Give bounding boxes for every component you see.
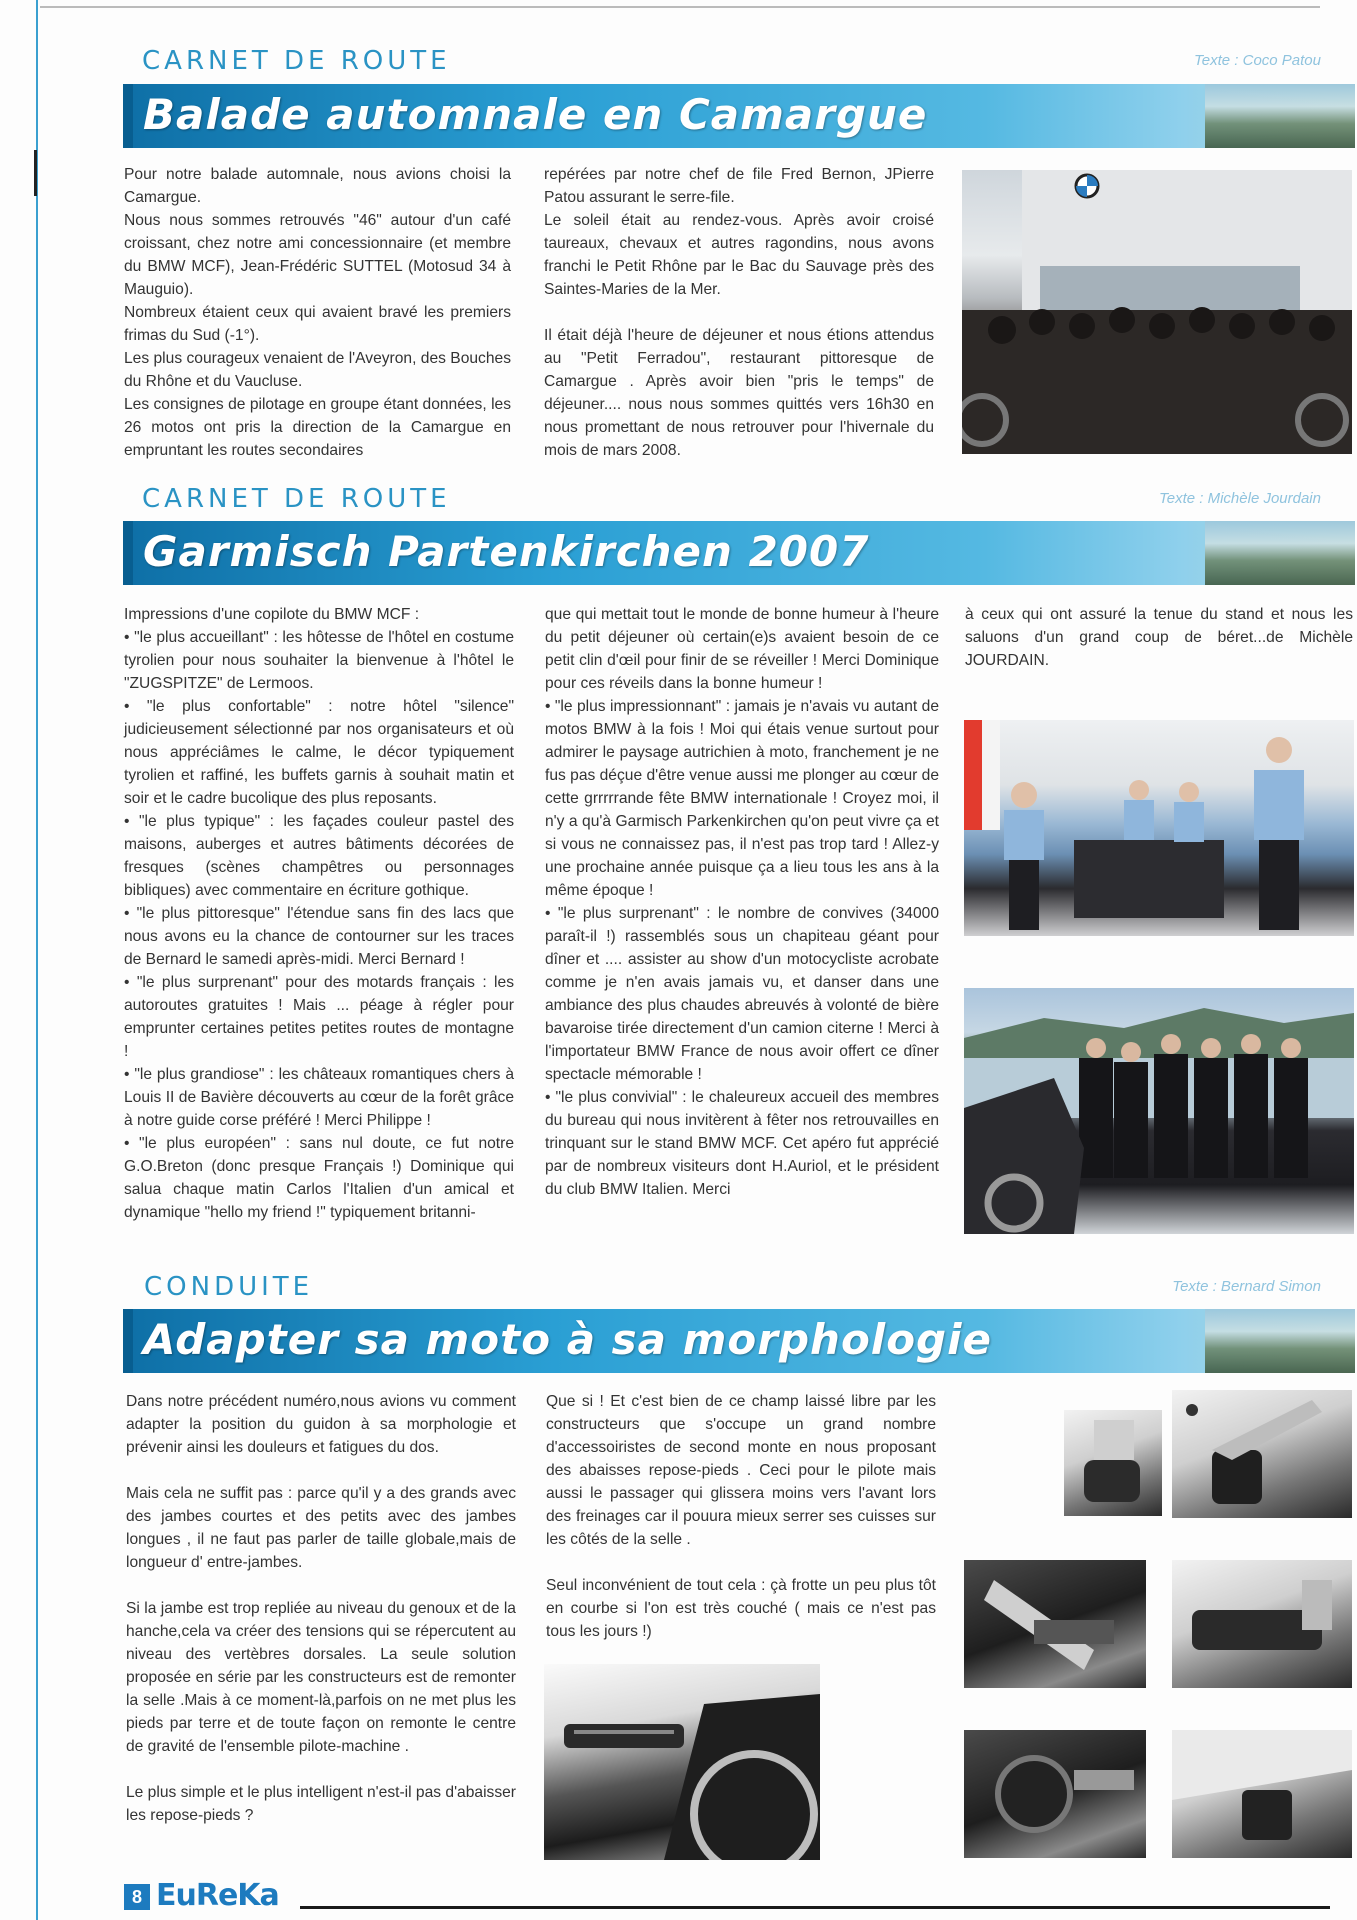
paragraph: Dans notre précédent numéro,nous avions vu comment adapter la position du guidon à sa morphologie et prévenir ainsi les douleurs et fatigues du dos. [126, 1393, 516, 1456]
banner-notch [123, 84, 133, 148]
bullet-item: • "le plus grandiose" : les châteaux romantiques chers à Louis II de Bavière découverts au cœur de la forêt grâce à notre guide corse préféré ! Merci Philippe ! [124, 1066, 514, 1129]
article1-banner [123, 84, 1355, 148]
article1-column-2 [544, 163, 934, 462]
paragraph: Si la jambe est trop repliée au niveau du genoux et de la hanche,cela va créer des tensions qui se répercutent au niveau des vertèbres dorsales. La seule solution proposée en série par les constructeurs est de remonter la selle .Mais à ce moment-là,parfois on ne met plus les pieds par terre et de toute façon on remonte le centre de gravité de l'ensemble pilote-machine . [126, 1600, 516, 1755]
photo-club-stand [964, 720, 1354, 936]
dealership-illustration [962, 170, 1352, 454]
page-edge-mark [34, 150, 37, 196]
stand-illustration [964, 720, 1354, 936]
bullet-item: • "le plus convivial" : le chaleureux accueil des membres du bureau qui nous invitèrent à fêter nos retrouvailles en trinquant sur le stand BMW MCF. Cet apéro fut apprécié par de nombreux visiteurs dont H.Auriol, et le président du club BMW Italien. Merci [545, 1089, 939, 1198]
article3-banner [123, 1309, 1355, 1373]
page-number: 8 [124, 1884, 150, 1910]
paragraph: Nombreux étaient ceux qui avaient bravé les premiers frimas du Sud (-1°). [124, 304, 511, 344]
paragraph: Le soleil était au rendez-vous. Après avoir croisé taureaux, chevaux et autres ragondins, nous avons franchi le Petit Rhône par le Bac du Sauvage près des Saintes-Maries de la Mer. [544, 212, 934, 298]
photo-lowering-kit-4 [1172, 1560, 1352, 1688]
bullet-item: • "le plus surprenant" : le nombre de convives (34000 paraît-il !) rassemblés sous un chapiteau géant pour dîner et .... assister au show d'un motocycliste acrobate comme je n'en avais jamais vu, et danser dans une ambiance des plus chaudes abreuvés à volonté de bière bavaroise tirée directement d'un camion citerne ! Merci à l'importateur BMW France de nous avoir offert ce dîner spectacle mémorable ! [545, 905, 939, 1083]
bullet-item: • "le plus confortable" : notre hôtel "silence" judicieusement sélectionné par nos organisateurs et où nous appréciâmes le calme, le décor typiquement tyrolien et raffiné, les buffets garnis à souhait matin et soir et le cadre bucolique des plus reposants. [124, 698, 514, 807]
photo-lowering-kit-1 [1064, 1410, 1162, 1516]
article2-title: Garmisch Partenkirchen 2007 [143, 527, 870, 576]
part-illustration [1172, 1730, 1352, 1858]
credit-coco-patou: Texte : Coco Patou [1193, 52, 1321, 69]
photo-lowering-kit-5 [964, 1730, 1146, 1858]
top-rule [40, 6, 1320, 8]
article2-column-2 [545, 603, 939, 1201]
credit-michele-jourdain: Texte : Michèle Jourdain [1158, 490, 1321, 507]
banner-notch [123, 521, 133, 585]
article2-column-3 [965, 603, 1353, 672]
photo-lowering-kit-3 [964, 1560, 1146, 1688]
article1-column-1 [124, 163, 511, 462]
paragraph: Les plus courageux venaient de l'Aveyron, des Bouches du Rhône et du Vaucluse. [124, 350, 511, 390]
photo-lowering-kit-2 [1172, 1390, 1352, 1518]
paragraph: Le plus simple et le plus intelligent n'est-il pas d'abaisser les repose-pieds ? [126, 1784, 516, 1824]
article3-title: Adapter sa moto à sa morphologie [143, 1315, 992, 1364]
paragraph: Impressions d'une copilote du BMW MCF : [124, 606, 420, 623]
paragraph: Il était déjà l'heure de déjeuner et nous étions attendus au "Petit Ferradou", restaurant pittoresque de Camargue . Après avoir bien "pris le temps" de déjeuner.... nous nous sommes quittés vers 16h30 en nous promettant de nous retrouver pour l'hivernale du mois de mars 2008. [544, 327, 934, 459]
credit-bernard-simon: Texte : Bernard Simon [1172, 1278, 1321, 1295]
tire-illustration [544, 1664, 820, 1860]
article3-column-2 [546, 1390, 936, 1643]
bullet-item: • "le plus typique" : les façades couleur pastel des maisons, auberges et autres bâtiments décorées de fresques (scènes champêtres ou personnages bibliques) avec commentaire en écriture gothique. [124, 813, 514, 899]
bullet-item: • "le plus impressionnant" : jamais je n'avais vu autant de motos BMW à la fois ! Moi qui étais venue surtout pour admirer le paysage autrichien à moto, franchement je ne fus pas déçue d'être venue aussi me plonger au cœur de cette grrrrrande fête BMW internationale ! Croyez moi, il n'y a qu'à Garmisch Parkenkirchen qu'on peut vivre ça et si vous ne connaissez pas, il n'est pas trop tard ! Allez-y une prochaine année puisque ça a lieu tous les ans à la même époque ! [545, 698, 939, 899]
paragraph: Les consignes de pilotage en groupe étant données, les 26 motos ont pris la direction de la Camargue en empruntant les routes secondaires [124, 396, 511, 459]
photo-group-at-dealership [962, 170, 1352, 454]
page-edge-rule [36, 0, 38, 1920]
part-illustration [964, 1730, 1146, 1858]
photo-group-by-lake [964, 988, 1354, 1234]
photo-footpeg-and-tire [544, 1664, 820, 1860]
section-label-conduite: CONDUITE [144, 1272, 314, 1302]
section-label-carnet-2: CARNET DE ROUTE [142, 484, 451, 514]
part-illustration [1172, 1390, 1352, 1518]
article3-column-1 [126, 1390, 516, 1827]
part-illustration [1172, 1560, 1352, 1688]
section-label-carnet-1: CARNET DE ROUTE [142, 46, 451, 76]
article2-column-1 [124, 603, 514, 1224]
article1-title: Balade automnale en Camargue [143, 90, 928, 139]
bullet-item: • "le plus surprenant" pour des motards français : les autoroutes gratuites ! Mais ... péage à régler pour emprunter certaines petites petites routes de montagne ! [124, 974, 514, 1060]
paragraph: repérées par notre chef de file Fred Bernon, JPierre Patou assurant le serre-file. [544, 166, 934, 206]
photo-lowering-kit-6 [1172, 1730, 1352, 1858]
paragraph: Que si ! Et c'est bien de ce champ laissé libre par les constructeurs que s'occupe un grand nombre d'accessoiristes de second monte en nous proposant des abaisses repose-pieds . Ceci pour le pilote mais aussi le passager qui glissera moins vers l'avant lors des freinages car il pouura mieux serrer ses cuisses sur les côtés de la selle . [546, 1393, 936, 1548]
paragraph: Nous nous sommes retrouvés "46" autour d'un café croissant, chez notre ami concessionnaire (et membre du BMW MCF), Jean-Frédéric SUTTEL (Motosud 34 à Mauguio). [124, 212, 511, 298]
article2-banner [123, 521, 1355, 585]
part-illustration [1064, 1410, 1162, 1516]
banner-notch [123, 1309, 133, 1373]
paragraph: Pour notre balade automnale, nous avions choisi la Camargue. [124, 166, 511, 206]
part-illustration [964, 1560, 1146, 1688]
paragraph: Mais cela ne suffit pas : parce qu'il y a des grands avec des jambes courtes et des petits avec des jambes longues , il ne faut pas parler de taille globale,mais de longueur d' entre-jambes. [126, 1485, 516, 1571]
bullet-item: • "le plus pittoresque" l'étendue sans fin des lacs que nous avons eu la chance de contourner sur les traces de Bernard le samedi après-midi. Merci Bernard ! [124, 905, 514, 968]
paragraph: Seul inconvénient de tout cela : çà frotte un peu plus tôt en courbe si l'on est très couché ( mais ce n'est pas tous les jours !) [546, 1577, 936, 1640]
bullet-item: • "le plus européen" : sans nul doute, ce fut notre G.O.Breton (donc presque Français !) Dominique qui salua chaque matin Carlos l'Italien d'un amical et dynamique "hello my friend !" typiquement britanni- [124, 1135, 514, 1221]
footer-rule [300, 1906, 1330, 1909]
magazine-logo: EuReKa [156, 1878, 279, 1913]
paragraph: à ceux qui ont assuré la tenue du stand et nous les saluons d'un grand coup de béret...de Michèle JOURDAIN. [965, 606, 1353, 669]
lake-illustration [964, 988, 1354, 1234]
bullet-item: • "le plus accueillant" : les hôtesse de l'hôtel en costume tyrolien pour nous souhaiter la bienvenue à l'hôtel le "ZUGSPITZE" de Lermoos. [124, 629, 514, 692]
paragraph: que qui mettait tout le monde de bonne humeur à l'heure du petit déjeuner où certain(e)s avaient besoin de ce petit clin d'œil pour finir de se réveiller ! Merci Dominique pour ces réveils dans la bonne humeur ! [545, 606, 939, 692]
